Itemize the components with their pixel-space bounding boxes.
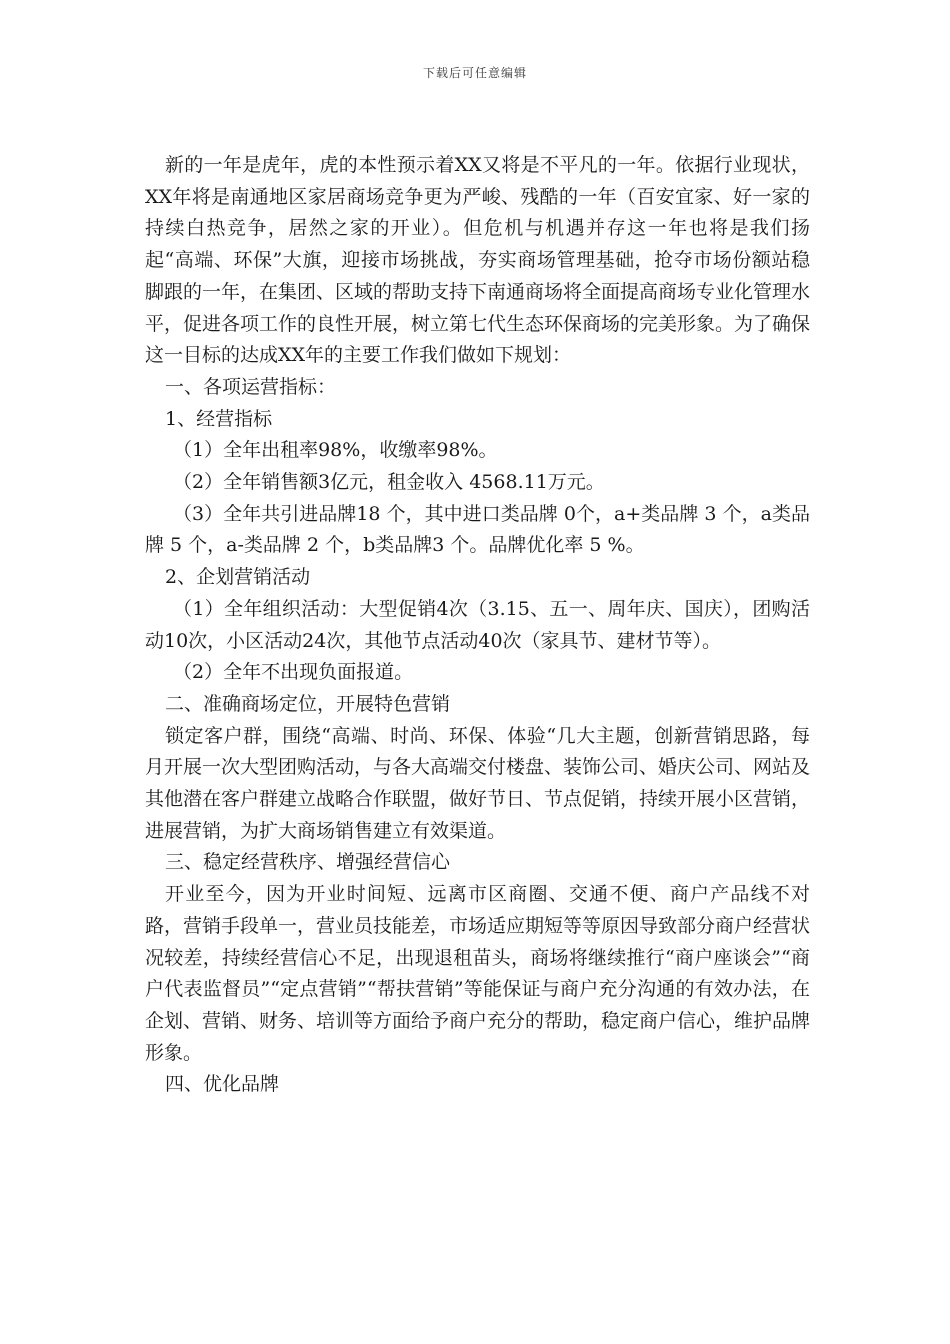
section-1-1-heading: 1、经营指标 xyxy=(165,407,273,430)
list-item: （3）全年共引进品牌18 个，其中进口类品牌 0个，a+类品牌 3 个，a类品牌 5 个，a-类品牌 2 个，b类品牌3 个。品牌优化率 5 %。 xyxy=(145,502,810,557)
section-3-heading: 三、稳定经营秩序、增强经营信心 xyxy=(165,851,451,874)
page-header-note: 下载后可任意编辑 xyxy=(422,66,527,80)
section-1-2-heading: 2、企划营销活动 xyxy=(165,566,311,589)
document-body xyxy=(145,150,810,1101)
list-item: （1）全年出租率98%，收缴率98%。 xyxy=(173,439,498,462)
section-4-heading: 四、优化品牌 xyxy=(165,1073,280,1096)
list-item: （1）全年组织活动：大型促销4次（3.15、五一、周年庆、国庆），团购活动10次，小区活动24次，其他节点活动40次（家具节、建材节等）。 xyxy=(145,597,810,652)
intro-paragraph: 新的一年是虎年，虎的本性预示着XX又将是不平凡的一年。依据行业现状，XX年将是南通地区家居商场竞争更为严峻、残酷的一年（百安宜家、好一家的持续白热竞争，居然之家的开业）。但危机与机遇并存这一年也将是我们扬起“高端、环保”大旗，迎接市场挑战，夯实商场管理基础，抢夺市场份额站稳脚跟的一年，在集团、区域的帮助支持下南通商场将全面提高商场专业化管理水平，促进各项工作的良性开展，树立第七代生态环保商场的完美形象。为了确保这一目标的达成XX年的主要工作我们做如下规划： xyxy=(145,154,811,367)
section-1-heading: 一、各项运营指标： xyxy=(165,375,337,398)
list-item: （2）全年不出现负面报道。 xyxy=(173,661,414,684)
section-2-paragraph: 锁定客户群，围绕“高端、时尚、环保、体验“几大主题，创新营销思路，每月开展一次大型团购活动，与各大高端交付楼盘、装饰公司、婚庆公司、网站及其他潜在客户群建立战略合作联盟，做好节日、节点促销，持续开展小区营销，进展营销，为扩大商场销售建立有效渠道。 xyxy=(145,724,811,842)
section-2-heading: 二、准确商场定位，开展特色营销 xyxy=(165,692,451,715)
list-item: （2）全年销售额3亿元，租金收入 4568.11万元。 xyxy=(173,471,605,494)
section-3-paragraph: 开业至今，因为开业时间短、远离市区商圈、交通不便、商户产品线不对路，营销手段单一，营业员技能差，市场适应期短等等原因导致部分商户经营状况较差，持续经营信心不足，出现退租苗头，商场将继续推行“商户座谈会”“商户代表监督员”“定点营销”“帮扶营销”等能保证与商户充分沟通的有效办法，在企划、营销、财务、培训等方面给予商户充分的帮助，稳定商户信心，维护品牌形象。 xyxy=(145,883,811,1064)
